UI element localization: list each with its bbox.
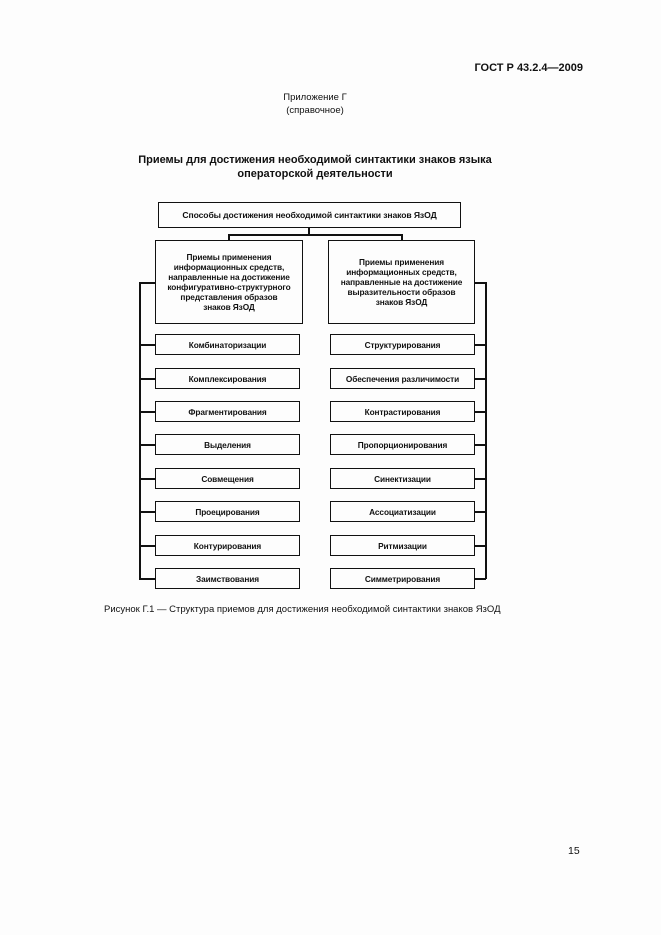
right-branch-box: [328, 240, 475, 324]
left-item-box: [155, 535, 300, 556]
left-item-connector: [139, 444, 156, 446]
standard-number: ГОСТ Р 43.2.4—2009: [474, 62, 583, 74]
page-number: 15: [568, 845, 580, 857]
branch-connector: [228, 234, 402, 236]
right-item-connector: [474, 378, 486, 380]
left-item-connector: [139, 344, 156, 346]
figure-title-line2: операторской деятельности: [237, 168, 393, 180]
left-item-box: [155, 401, 300, 422]
right-bracket-top: [474, 282, 486, 284]
right-item-box: [330, 434, 475, 455]
right-item-label: Синектизации: [374, 473, 431, 484]
left-branch-line: конфигуративно-структурного: [167, 282, 291, 292]
left-bracket: [139, 282, 141, 579]
right-branch-line: информационных средств,: [346, 267, 457, 277]
left-bracket-top: [139, 282, 156, 284]
left-item-box: [155, 434, 300, 455]
right-item-box: [330, 535, 475, 556]
right-item-connector: [474, 344, 486, 346]
right-item-label: Контрастирования: [364, 406, 441, 417]
left-item-connector: [139, 545, 156, 547]
right-branch-line: выразительности образов: [347, 287, 456, 297]
left-item-connector: [139, 578, 156, 580]
right-item-connector: [474, 444, 486, 446]
left-item-box: [155, 334, 300, 355]
appendix-subtitle: (справочное): [286, 105, 344, 116]
left-item-box: [155, 368, 300, 389]
left-branch-line: знаков ЯзОД: [203, 302, 255, 312]
left-item-label: Выделения: [204, 439, 251, 450]
right-item-box: [330, 568, 475, 589]
right-item-box: [330, 468, 475, 489]
right-item-label: Ритмизации: [378, 540, 427, 551]
right-item-connector: [474, 578, 486, 580]
left-item-label: Контурирования: [193, 540, 262, 551]
right-bracket: [485, 282, 487, 579]
left-item-box: [155, 468, 300, 489]
root-box: [158, 202, 461, 228]
left-item-connector: [139, 411, 156, 413]
left-item-label: Комбинаторизации: [188, 339, 267, 350]
figure-title-line1: Приемы для достижения необходимой синтактики знаков языка: [138, 154, 492, 166]
left-item-box: [155, 568, 300, 589]
left-item-label: Проецирования: [195, 506, 260, 517]
left-item-label: Фрагментирования: [188, 406, 267, 417]
right-item-label: Структурирования: [364, 339, 441, 350]
root-label: Способы достижения необходимой синтактики знаков ЯзОД: [182, 210, 437, 220]
right-item-connector: [474, 511, 486, 513]
right-item-connector: [474, 545, 486, 547]
left-branch-box: [155, 240, 303, 324]
right-item-connector: [474, 478, 486, 480]
right-item-label: Симметрирования: [364, 573, 441, 584]
left-branch-line: информационных средств,: [173, 262, 285, 272]
left-branch-line: Приемы применения: [186, 252, 272, 262]
right-item-box: [330, 401, 475, 422]
left-item-connector: [139, 478, 156, 480]
left-branch-line: направленные на достижение: [168, 272, 290, 282]
right-item-label: Пропорционирования: [357, 439, 448, 450]
right-item-box: [330, 501, 475, 522]
right-branch-line: Приемы применения: [359, 257, 444, 267]
right-item-label: Обеспечения различимости: [345, 373, 460, 384]
left-item-label: Комплексирования: [188, 373, 267, 384]
right-item-box: [330, 334, 475, 355]
right-item-connector: [474, 411, 486, 413]
left-item-label: Заимствования: [196, 573, 259, 584]
left-item-connector: [139, 511, 156, 513]
left-item-connector: [139, 378, 156, 380]
appendix-title: Приложение Г: [283, 92, 347, 103]
right-branch-line: знаков ЯзОД: [375, 297, 428, 307]
right-item-box: [330, 368, 475, 389]
left-item-box: [155, 501, 300, 522]
right-branch-line: направленные на достижение: [340, 277, 463, 287]
left-branch-line: представления образов: [180, 292, 278, 302]
right-item-label: Ассоциатизации: [369, 506, 436, 517]
left-item-label: Совмещения: [201, 473, 254, 484]
figure-caption: Рисунок Г.1 — Структура приемов для достижения необходимой синтактики знаков ЯзОД: [104, 604, 501, 615]
